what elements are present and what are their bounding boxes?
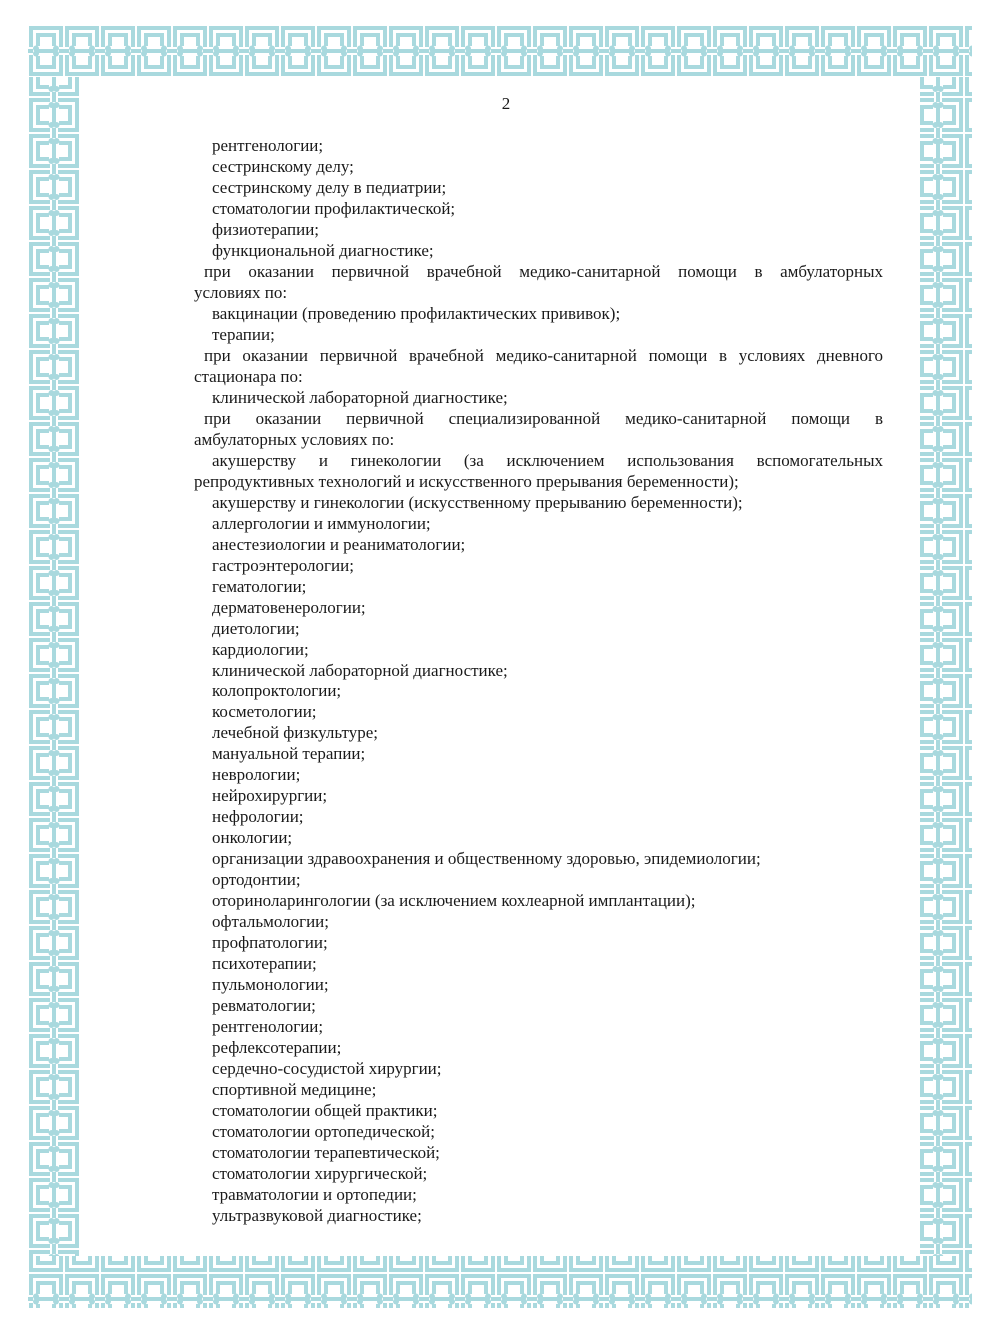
list-item: нефрологии; bbox=[212, 807, 304, 827]
list-item: клинической лабораторной диагностике; bbox=[212, 660, 508, 680]
list-item: мануальной терапии; bbox=[212, 744, 366, 764]
list-item: функциональной диагностике; bbox=[212, 240, 434, 260]
list-item: нейрохирургии; bbox=[212, 786, 328, 806]
list-item: стоматологии хирургической; bbox=[212, 1164, 428, 1184]
list-item: стоматологии общей практики; bbox=[212, 1101, 438, 1121]
list-item: неврологии; bbox=[212, 765, 301, 785]
list-item: вакцинации (проведению профилактических прививок); bbox=[212, 303, 621, 323]
list-item: аллергологии и иммунологии; bbox=[212, 513, 431, 533]
list-item: онкологии; bbox=[212, 828, 293, 848]
list-item: клинической лабораторной диагностике; bbox=[212, 387, 508, 407]
list-item: лечебной физкультуре; bbox=[212, 723, 378, 743]
list-item: физиотерапии; bbox=[212, 219, 320, 239]
list-item: акушерству и гинекологии (за исключением использования вспомогательных bbox=[212, 450, 883, 470]
border-left bbox=[28, 77, 80, 1256]
list-item: ультразвуковой диагностике; bbox=[212, 1205, 422, 1225]
list-item: диетологии; bbox=[212, 618, 300, 638]
list-item: травматологии и ортопедии; bbox=[212, 1185, 417, 1204]
list-item: спортивной медицине; bbox=[212, 1080, 377, 1100]
paragraph-line: при оказании первичной врачебной медико-санитарной помощи в условиях дневного bbox=[204, 345, 883, 365]
list-item: анестезиологии и реаниматологии; bbox=[212, 534, 466, 554]
border-right bbox=[920, 77, 972, 1256]
list-item: гастроэнтерологии; bbox=[212, 555, 354, 575]
paragraph-continuation-line: стационара по: bbox=[194, 366, 303, 386]
paragraph-line: при оказании первичной врачебной медико-санитарной помощи в амбулаторных bbox=[204, 261, 883, 281]
list-item: терапии; bbox=[212, 324, 275, 344]
list-item: ортодонтии; bbox=[212, 870, 301, 890]
list-item: рефлексотерапии; bbox=[212, 1038, 342, 1058]
list-item: гематологии; bbox=[212, 576, 307, 596]
list-item: психотерапии; bbox=[212, 954, 317, 974]
list-item: профпатологии; bbox=[212, 933, 328, 953]
list-item: рентгенологии; bbox=[212, 1017, 324, 1037]
border-bottom bbox=[28, 1256, 972, 1308]
paragraph-continuation-line: условиях по: bbox=[194, 282, 288, 302]
list-item: сестринскому делу; bbox=[212, 156, 354, 176]
list-item: дерматовенерологии; bbox=[212, 597, 366, 617]
list-item: организации здравоохранения и общественному здоровью, эпидемиологии; bbox=[212, 849, 761, 869]
border-top bbox=[28, 25, 972, 77]
list-item: пульмонологии; bbox=[212, 975, 329, 995]
paragraph-continuation-line: репродуктивных технологий и искусственного прерывания беременности); bbox=[194, 471, 739, 491]
list-item: акушерству и гинекологии (искусственному прерыванию беременности); bbox=[212, 492, 743, 512]
list-item: сердечно-сосудистой хирургии; bbox=[212, 1059, 442, 1079]
list-item: колопроктологии; bbox=[212, 681, 342, 701]
list-item: оториноларингологии (за исключением кохлеарной имплантации); bbox=[212, 891, 696, 911]
page-number: 2 bbox=[501, 94, 511, 113]
list-item: косметологии; bbox=[212, 702, 317, 722]
list-item: ревматологии; bbox=[212, 996, 316, 1016]
paragraph-continuation-line: амбулаторных условиях по: bbox=[194, 429, 395, 449]
list-item: стоматологии ортопедической; bbox=[212, 1122, 435, 1142]
list-item: сестринскому делу в педиатрии; bbox=[212, 177, 447, 197]
list-item: стоматологии терапевтической; bbox=[212, 1143, 440, 1163]
list-item: рентгенологии; bbox=[212, 136, 324, 155]
list-item: кардиологии; bbox=[212, 639, 309, 659]
list-item: стоматологии профилактической; bbox=[212, 198, 456, 218]
paragraph-line: при оказании первичной специализированной медико-санитарной помощи в bbox=[204, 408, 883, 428]
list-item: офтальмологии; bbox=[212, 912, 329, 932]
